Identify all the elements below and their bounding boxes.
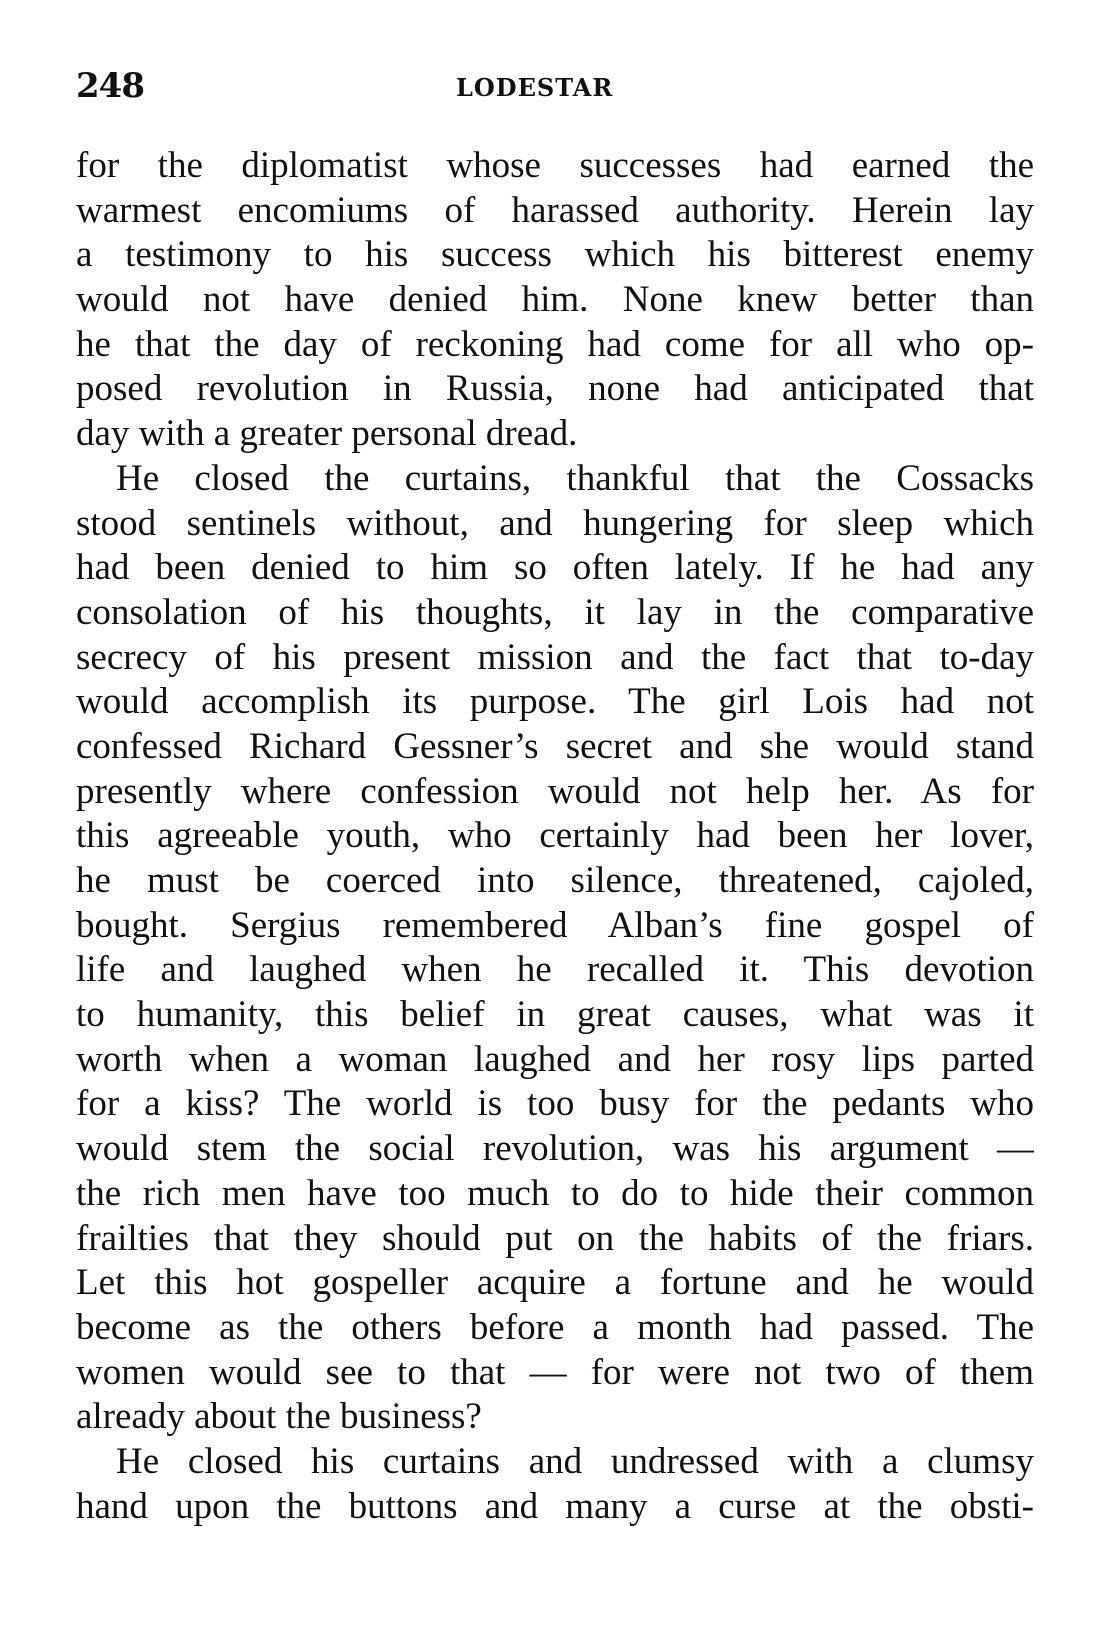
text-line: he must be coerced into silence, threatened, cajoled,	[76, 860, 1034, 901]
text-line: day with a greater personal dread.	[76, 413, 578, 455]
running-head	[76, 62, 1034, 110]
text-line: become as the others before a month had passed. The	[76, 1306, 1034, 1348]
text-line: a testimony to his success which his bitterest enemy	[76, 234, 1034, 276]
text-line: warmest encomiums of harassed authority. Herein lay	[76, 189, 1034, 231]
text-line: secrecy of his present mission and the fact that to-day	[76, 636, 1034, 678]
text-line: stood sentinels without, and hungering for sleep which	[76, 502, 1034, 544]
page-number: 248	[76, 66, 144, 106]
text-line: Let this hot gospeller acquire a fortune and he would	[76, 1262, 1034, 1304]
text-line: frailties that they should put on the habits of the friars.	[76, 1217, 1034, 1259]
text-line: to humanity, this belief in great causes, what was it	[76, 994, 1034, 1036]
text-line: women would see to that — for were not two of them	[76, 1351, 1034, 1393]
body-text	[76, 144, 1034, 1529]
text-line: would accomplish its purpose. The girl Lois had not	[76, 681, 1034, 723]
text-line: worth when a woman laughed and her rosy lips parted	[76, 1038, 1034, 1080]
text-line: would stem the social revolution, was his argument —	[76, 1128, 1034, 1170]
text-line: he that the day of reckoning had come for all who op-	[76, 323, 1034, 365]
text-line: this agreeable youth, who certainly had been her lover,	[76, 815, 1034, 857]
text-line: for the diplomatist whose successes had earned the	[76, 145, 1034, 186]
text-line: had been denied to him so often lately. If he had any	[76, 547, 1034, 589]
text-line: bought. Sergius remembered Alban’s fine gospel of	[76, 904, 1034, 946]
text-line: presently where confession would not help her. As for	[76, 770, 1034, 812]
text-line: for a kiss? The world is too busy for the pedants who	[76, 1083, 1034, 1125]
text-line: hand upon the buttons and many a curse at the obsti-	[76, 1485, 1034, 1527]
text-line: He closed the curtains, thankful that the Cossacks	[116, 457, 1034, 499]
text-line: posed revolution in Russia, none had anticipated that	[76, 368, 1034, 410]
text-line: already about the business?	[76, 1396, 482, 1438]
text-line: He closed his curtains and undressed with a clumsy	[116, 1440, 1034, 1482]
text-line: consolation of his thoughts, it lay in the comparative	[76, 591, 1034, 633]
text-line: life and laughed when he recalled it. This devotion	[76, 949, 1034, 991]
running-title: LODESTAR	[456, 73, 614, 102]
text-line: would not have denied him. None knew better than	[76, 279, 1034, 321]
text-line: the rich men have too much to do to hide their common	[76, 1172, 1034, 1214]
text-line: confessed Richard Gessner’s secret and she would stand	[76, 725, 1034, 767]
